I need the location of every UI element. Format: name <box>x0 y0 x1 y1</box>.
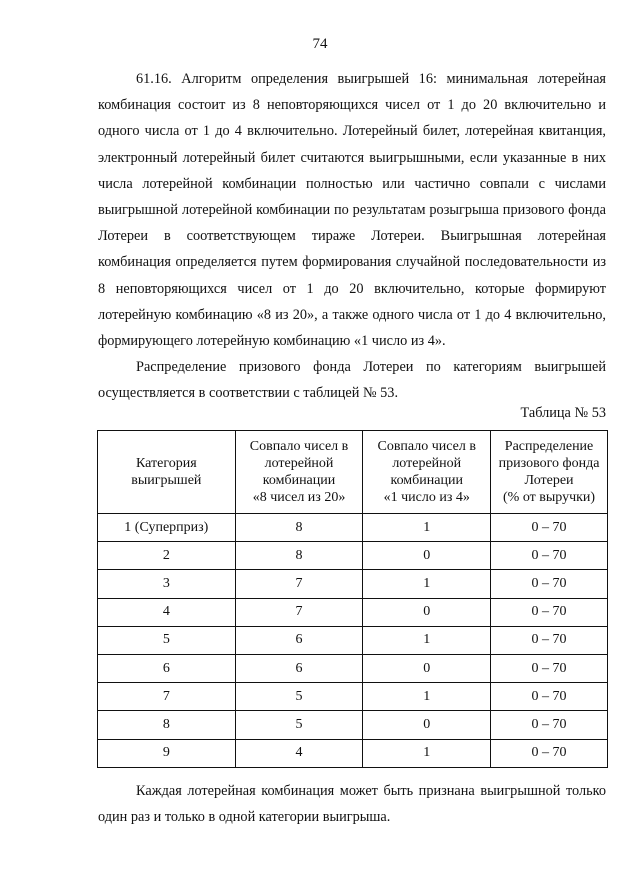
header-matches-1-of-4 <box>363 431 491 514</box>
table-row <box>98 570 608 598</box>
table-row <box>98 542 608 570</box>
cell-matches-1-of-4: 1 <box>363 626 491 654</box>
header-line: (% от выручки) <box>503 490 596 505</box>
header-line: Лотереи <box>524 473 574 488</box>
cell-category: 5 <box>98 626 236 654</box>
header-category <box>98 431 236 514</box>
cell-category: 1 (Суперприз) <box>98 514 236 542</box>
cell-prize-percent: 0 – 70 <box>491 683 608 711</box>
cell-matches-8-of-20: 7 <box>235 570 363 598</box>
cell-category: 6 <box>98 654 236 682</box>
header-line: выигрышей <box>131 473 202 488</box>
header-line: «1 число из 4» <box>383 490 470 505</box>
cell-matches-1-of-4: 1 <box>363 683 491 711</box>
page-number: 74 <box>312 36 328 52</box>
table-row <box>98 514 608 542</box>
header-line: Категория <box>135 456 197 471</box>
header-line: Совпало чисел в <box>377 439 476 454</box>
header-line: призового фонда <box>498 456 600 471</box>
header-line: лотерейной <box>392 456 462 471</box>
header-line: «8 чисел из 20» <box>252 490 346 505</box>
cell-prize-percent: 0 – 70 <box>491 542 608 570</box>
cell-prize-percent: 0 – 70 <box>491 570 608 598</box>
paragraph-algorithm: 61.16. Алгоритм определения выигрышей 16: минимальная лотерейная комбинация состоит из 8 неповторяющихся чисел от 1 до 20 включительно и одного числа от 1 до 4 включительно. Лотерейный билет, лотерейная квитанция, электронный лотерейный билет считаются выигрышными, если указанные в них числа лотерейной комбинации полностью или частично совпали с числами выигрышной лотерейной комбинации по результатам розыгрыша призового фонда Лотереи в соответствующем тираже Лотереи. Выигрышная лотерейная комбинация определяется путем формирования случайной последовательности из 8 неповторяющихся чисел от 1 до 20 включительно, которые формируют лотерейную комбинацию «8 из 20», а также одного числа от 1 до 4 включительно, формирующего лотерейную комбинацию «1 число из 4». <box>98 71 606 350</box>
cell-matches-8-of-20: 8 <box>235 542 363 570</box>
cell-matches-8-of-20: 6 <box>235 626 363 654</box>
cell-prize-percent: 0 – 70 <box>491 514 608 542</box>
cell-matches-1-of-4: 1 <box>363 514 491 542</box>
cell-prize-percent: 0 – 70 <box>491 626 608 654</box>
cell-matches-1-of-4: 1 <box>363 570 491 598</box>
cell-matches-8-of-20: 6 <box>235 654 363 682</box>
cell-matches-1-of-4: 0 <box>363 598 491 626</box>
cell-prize-percent: 0 – 70 <box>491 654 608 682</box>
paragraph-distribution: Распределение призового фонда Лотереи по категориям выигрышей осуществляется в соответствии с таблицей № 53. <box>98 359 606 402</box>
cell-category: 3 <box>98 570 236 598</box>
header-line: лотерейной <box>264 456 334 471</box>
table-header-row <box>98 431 608 514</box>
header-line: комбинации <box>390 473 463 488</box>
header-prize-distribution <box>491 431 608 514</box>
cell-matches-1-of-4: 0 <box>363 654 491 682</box>
table-row <box>98 711 608 739</box>
cell-matches-1-of-4: 0 <box>363 542 491 570</box>
header-matches-8-of-20 <box>235 431 363 514</box>
cell-category: 2 <box>98 542 236 570</box>
table-row <box>98 598 608 626</box>
cell-matches-8-of-20: 4 <box>235 739 363 767</box>
cell-prize-percent: 0 – 70 <box>491 739 608 767</box>
header-line: комбинации <box>262 473 336 488</box>
table-row <box>98 626 608 654</box>
cell-prize-percent: 0 – 70 <box>491 598 608 626</box>
table-row <box>98 683 608 711</box>
header-line: Распределение <box>504 439 594 454</box>
cell-matches-8-of-20: 5 <box>235 711 363 739</box>
cell-matches-1-of-4: 1 <box>363 739 491 767</box>
cell-category: 7 <box>98 683 236 711</box>
cell-matches-1-of-4: 0 <box>363 711 491 739</box>
table-row <box>98 739 608 767</box>
cell-category: 8 <box>98 711 236 739</box>
cell-prize-percent: 0 – 70 <box>491 711 608 739</box>
header-line: Совпало чисел в <box>249 439 349 454</box>
cell-matches-8-of-20: 8 <box>235 514 363 542</box>
cell-matches-8-of-20: 7 <box>235 598 363 626</box>
cell-matches-8-of-20: 5 <box>235 683 363 711</box>
cell-category: 9 <box>98 739 236 767</box>
closing-paragraph: Каждая лотерейная комбинация может быть признана выигрышной только один раз и только в одной категории выигрыша. <box>98 783 606 826</box>
cell-category: 4 <box>98 598 236 626</box>
table-caption: Таблица № 53 <box>520 405 606 421</box>
prize-distribution-table <box>97 430 608 768</box>
table-row <box>98 654 608 682</box>
